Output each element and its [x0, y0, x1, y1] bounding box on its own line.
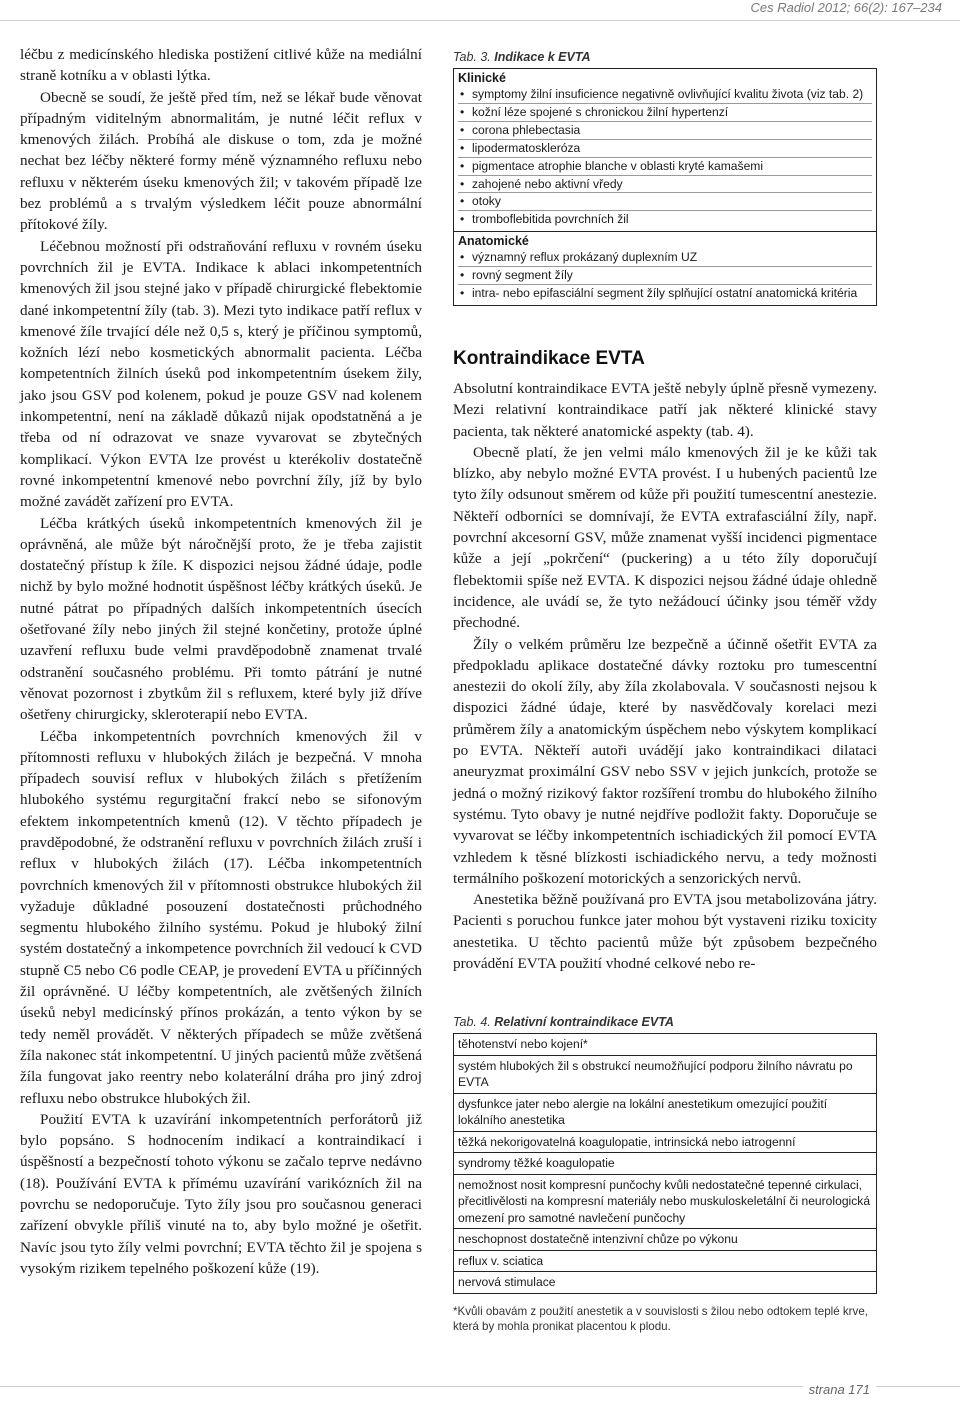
table3 — [453, 68, 877, 306]
paragraph: Žíly o velkém průměru lze bezpečně a účinně ošetřit EVTA za předpokladu aplikace dostatečné dávky roztoku pro tumescentní anestezii do okolí žíly, aby žíla zkolabovala. V současnosti nejsou k dispozici žádné údaje, které by nasvědčovaly korelaci mezi průměrem žíly a anatomickým úspěchem nebo výskytem komplikací po EVTA. Někteří autoři uvádějí jako kontraindikaci dilataci aneuryzmat proximální GSV nebo SSV v jejich junkcích, protože se jedná o možný rizikový faktor rozšíření trombu do hlubokého žilního systému. Tyto obavy je nutné nejdříve podložit fakty. Doporučuje se vyvarovat se léčby inkompetentních ischiadických žil pomocí EVTA vzhledem k těsné blízkosti ischiadického nervu, a tedy možnosti termálního poškození motorických a senzorických nervů. — [453, 635, 877, 887]
list-item: • zahojené nebo aktivní vředy — [458, 175, 872, 193]
table-row: reflux v. sciatica — [454, 1251, 876, 1273]
table-row: nervová stimulace — [458, 1275, 556, 1289]
header-rule — [0, 20, 960, 21]
table4-footnote: *Kvůli obavám z použití anestetik a v souvislosti s žilou nebo odtokem teplé krve, která by mohla pronikat placentou k plodu. — [453, 1304, 869, 1333]
contra-body — [453, 378, 877, 974]
page-number: strana 171 — [803, 1382, 876, 1397]
table-row: nemožnost nosit kompresní punčochy kvůli nedostatečné tepenné cirkulaci, přecitlivělosti na kompresní materiály nebo muskuloskeletální či neurologická omezení pro samotné navlečení punčochy — [454, 1175, 876, 1230]
table3-list — [454, 86, 876, 231]
table4-label: Tab. 4. — [453, 1015, 491, 1029]
table3-caption — [453, 50, 877, 64]
table3-section-heading: Anatomické — [458, 234, 529, 249]
list-item: • corona phlebectasia — [458, 121, 872, 139]
list-item: • rovný segment žíly — [458, 266, 872, 284]
table4 — [453, 1033, 877, 1294]
paragraph: Obecně platí, že jen velmi málo kmenových žil je ke kůži tak blízko, aby nebylo možné EVTA provést. I u hubených pacientů lze tyto žíly odsunout směrem od kůže při použití tumescentní anestezie. Někteří odborníci se domnívají, že EVTA extrafasciální žíly, např. povrchní akcesorní GSV, může znamenat vyšší incidenci pigmentace kůže a její „pokrčení“ (puckering) a u této žíly doporučují flebektomii spíše než EVTA. K dispozici nejsou žádné údaje ohledně incidence, ale uvádí se, že tyto nežádoucí účinky jsou téměř vždy přechodné. — [453, 443, 877, 632]
table3-label: Tab. 3. — [453, 50, 491, 64]
right-column — [453, 50, 877, 974]
list-item: • pigmentace atrophie blanche v oblasti kryté kamašemi — [458, 157, 872, 175]
list-item: • tromboflebitida povrchních žil — [458, 210, 872, 228]
table3-list — [454, 249, 876, 305]
table4-caption — [453, 1015, 877, 1029]
running-header: Ces Radiol 2012; 66(2): 167–234 — [750, 0, 942, 15]
table3-section-clinical — [454, 69, 876, 232]
paragraph: Léčebnou možností při odstraňování refluxu v rovném úseku povrchních žil je EVTA. Indikace k ablaci inkompetentních kmenových žil jsou stejné jako v případě chirurgické flebektomie dané inkompetentní žíly (tab. 3). Mezi tyto indikace patří reflux v kmenové žíle trvající déle než 0,5 s, který je příčinou symptomů, kožních lézí nebo kosmetických abnormalit pacienta. Léčba kompetentních žilních úseků pod inkompetentním úsekem žily, jako jsou GSV pod kolenem, pokud je pouze GSV nad kolenem inkompetentní, není na základě důkazů nijak opodstatněná a je třeba od ní odrazovat ve snaze vyvarovat se zbytečných komplikací. Výkon EVTA lze provést u kterékoliv dostatečně rovné inkompetentní kmenové nebo povrchní žíly, jíž by bylo možné zavádět zařízení pro EVTA. — [20, 237, 422, 511]
table-row: těhotenství nebo kojení* — [454, 1034, 876, 1056]
section-heading: Kontraindikace EVTA — [453, 347, 645, 369]
list-item: • intra- nebo epifasciální segment žíly splňující ostatní anatomická kritéria — [458, 284, 872, 302]
paragraph: léčbu z medicínského hlediska postižení citlivé kůže na mediální straně kotníku a v oblasti lýtka. — [20, 46, 422, 85]
list-item: • lipodermatoskleróza — [458, 139, 872, 157]
table-row: dysfunkce jater nebo alergie na lokální anestetikum omezující použití lokálního anestetika — [454, 1094, 876, 1132]
table4-block — [453, 1015, 877, 1334]
list-item: • symptomy žilní insuficience negativně ovlivňující kvalitu života (viz tab. 2) — [458, 86, 872, 103]
paragraph: Použití EVTA k uzavírání inkompetentních perforátorů již bylo popsáno. S hodnocením indikací a kontraindikací i úspěšností a bezpečností tohoto výkonu se začalo teprve nedávno (18). Používání EVTA k přímému uzavírání varikózních žil na povrchu se nedoporučuje. Tyto žíly jsou pro současnou generaci zařízení obvykle příliš vinuté na to, aby bylo možné je ošetřit. Navíc jsou tyto žíly velmi povrchní; EVTA těchto žil je spojena s vysokým rizikem tepelného poškození kůže (19). — [20, 1110, 422, 1277]
left-column — [20, 44, 422, 1279]
table3-title: Indikace k EVTA — [494, 50, 591, 64]
table3-section-anatomical — [454, 232, 876, 305]
paragraph: Obecně se soudí, že ještě před tím, než se lékař bude věnovat případným viditelným abnormalitám, je nutné léčit reflux v kmenových žilách. Probíhá ale diskuse o tom, zda je možné nechat bez léčby některé formy méně významného refluxu nebo refluxu v některém úseku kmenových žil; v takovém případě lze bez problémů a s trvalým výsledkem léčit pouze abnormální přítokové žíly. — [20, 88, 422, 234]
paragraph: Léčba inkompetentních povrchních kmenových žil v přítomnosti refluxu v hlubokých žilách je bezpečná. V mnoha případech souvisí reflux v hlubokých žilách s přetížením hlubokého systému regurgitační frakcí nebo se sifonovým efektem inkompetentních kmenů (12). V těchto případech je pravděpodobné, že odstranění refluxu v povrchních žilách zruší i reflux v hlubokých žilách (17). Léčba inkompetentních povrchních kmenových žil v přítomnosti obstrukce hlubokých žil vyžaduje důkladné posouzení dostatečnosti průchodného segmentu hlubokého žilního systému. Pokud je hluboký žilní systém dostatečný a inkompetence povrchních žil vedoucí k CVD stupně C5 nebo C6 podle CEAP, je provedení EVTA u příčinných žil oprávněné. U léčby kompetentních, ale zvětšených žilních úseků nebyl medicínský přínos prokázán, a tento výkon by se tedy neměl provádět. V některých případech se může zvětšená žíla nakonec stát inkompetentní. U jiných pacientů může zvětšená žíla fungovat jako reentry nebo kolaterální dráha pro jiný zdroj refluxu nebo obstrukce hlubokých žil. — [20, 727, 422, 1107]
table-row: těžká nekorigovatelná koagulopatie, intrinsická nebo iatrogenní — [454, 1132, 876, 1154]
table-row: neschopnost dostatečně intenzivní chůze po výkonu — [454, 1229, 876, 1251]
table3-section-heading: Klinické — [458, 71, 506, 85]
list-item: • významný reflux prokázaný duplexním UZ — [458, 249, 872, 266]
table-row: systém hlubokých žil s obstrukcí neumožňující podporu žilního návratu po EVTA — [454, 1056, 876, 1094]
table4-title: Relativní kontraindikace EVTA — [494, 1015, 674, 1029]
paragraph: Léčba krátkých úseků inkompetentních kmenových žil je oprávněná, ale může být náročnější proto, že je třeba zajistit dostatečný přístup k žíle. K dispozici nejsou žádné údaje, podle nichž by bylo možné hodnotit úspěšnost léčby krátkých úseků. Je nutné pátrat po případných dalších inkompetentních úsecích ošetřované žíly nebo jiných žil stejné končetiny, protože úplné uzavření refluxu bude velmi pravděpodobně znamenat trvalé odstranění současného problému. Při tomto pátrání je nutné věnovat pozornost i zbytkům žil s refluxem, které byly již dříve ošetřeny chirurgicky, skleroterapií nebo EVTA. — [20, 514, 422, 724]
paragraph: Absolutní kontraindikace EVTA ještě nebyly úplně přesně vymezeny. Mezi relativní kontraindikace patří jak některé klinické stavy pacienta, tak některé anatomické aspekty (tab. 4). — [453, 379, 877, 440]
paragraph: Anestetika běžně používaná pro EVTA jsou metabolizována játry. Pacienti s poruchou funkce jater mohou být vystaveni riziku toxicity anestetika. U těchto pacientů může být způsobem bezpečného provádění EVTA použití vhodné celkové nebo re- — [453, 891, 877, 972]
list-item: • otoky — [458, 192, 872, 210]
list-item: • kožní léze spojené s chronickou žilní hypertenzí — [458, 103, 872, 121]
table-row: syndromy těžké koagulopatie — [454, 1153, 876, 1175]
